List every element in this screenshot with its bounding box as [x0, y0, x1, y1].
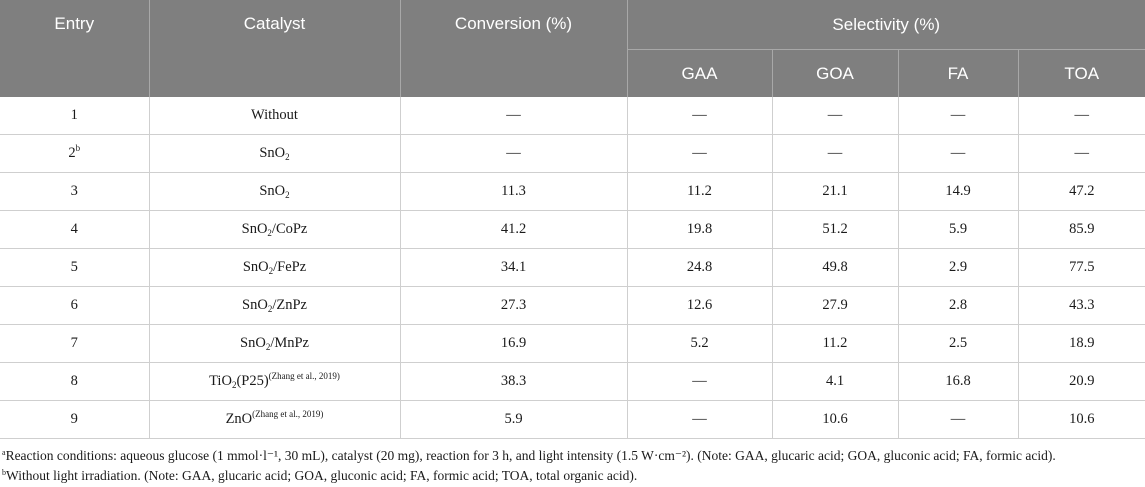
cell-toa: —: [1018, 135, 1145, 173]
table-row: [0, 401, 1145, 439]
table-row: [0, 249, 1145, 287]
cell-goa: 49.8: [772, 249, 898, 287]
entry-number: 1: [70, 107, 78, 123]
cell-toa: 77.5: [1018, 249, 1145, 287]
cell-toa: 18.9: [1018, 325, 1145, 363]
cell-conversion: 27.3: [400, 287, 627, 325]
cell-goa: —: [772, 97, 898, 135]
cell-gaa: —: [627, 363, 772, 401]
cell-fa: —: [898, 97, 1018, 135]
cell-goa: 27.9: [772, 287, 898, 325]
entry-footnote-mark: b: [75, 143, 81, 154]
cell-toa: 47.2: [1018, 173, 1145, 211]
cell-fa: 16.8: [898, 363, 1018, 401]
header-fa: FA: [898, 50, 1018, 98]
cell-toa: 10.6: [1018, 401, 1145, 439]
cell-gaa: —: [627, 135, 772, 173]
cell-gaa: —: [627, 401, 772, 439]
cell-fa: —: [898, 135, 1018, 173]
header-catalyst: Catalyst: [149, 0, 400, 97]
header-entry: Entry: [0, 0, 149, 97]
header-selectivity: Selectivity (%): [627, 0, 1145, 50]
header-gaa: GAA: [627, 50, 772, 98]
catalyst-subscript: 2: [267, 228, 272, 238]
header-goa: GOA: [772, 50, 898, 98]
catalyst-suffix: /MnPz: [270, 335, 309, 351]
catalyst-reference: (Zhang et al., 2019): [252, 409, 324, 419]
catalyst-suffix: /ZnPz: [272, 297, 307, 313]
cell-conversion: 38.3: [400, 363, 627, 401]
footnote-mark: b: [2, 468, 6, 477]
cell-gaa: 11.2: [627, 173, 772, 211]
cell-gaa: 24.8: [627, 249, 772, 287]
cell-conversion: 5.9: [400, 401, 627, 439]
cell-toa: 85.9: [1018, 211, 1145, 249]
entry-number: 8: [70, 373, 78, 389]
cell-gaa: 12.6: [627, 287, 772, 325]
table-footnotes: [2, 446, 1142, 486]
footnote-text: Without light irradiation. (Note: GAA, glucaric acid; GOA, gluconic acid; FA, formic acid; TOA, total organic acid).: [6, 468, 638, 483]
footnote-a: [2, 446, 1142, 466]
catalyst-subscript: 2: [285, 152, 290, 162]
cell-conversion: 11.3: [400, 173, 627, 211]
catalyst-suffix: /FePz: [273, 259, 307, 275]
cell-entry: [0, 401, 149, 439]
entry-number: 7: [70, 335, 78, 351]
catalyst-base: SnO: [259, 183, 286, 199]
cell-gaa: —: [627, 97, 772, 135]
cell-entry: [0, 173, 149, 211]
entry-number: 4: [70, 221, 78, 237]
catalyst-subscript: 2: [267, 304, 273, 314]
catalyst-reference: (Zhang et al., 2019): [268, 371, 340, 381]
cell-toa: 20.9: [1018, 363, 1145, 401]
cell-catalyst: [149, 173, 400, 211]
cell-conversion: —: [400, 97, 627, 135]
table-row: [0, 325, 1145, 363]
cell-catalyst: [149, 325, 400, 363]
catalyst-base: TiO: [209, 373, 232, 389]
footnote-mark: a: [2, 448, 6, 457]
cell-fa: 2.8: [898, 287, 1018, 325]
cell-catalyst: [149, 363, 400, 401]
catalyst-base: SnO: [241, 221, 268, 237]
catalyst-base: ZnO: [225, 411, 253, 427]
cell-conversion: 34.1: [400, 249, 627, 287]
table-header: [0, 0, 1145, 97]
catalyst-base: SnO: [242, 259, 269, 275]
cell-goa: —: [772, 135, 898, 173]
catalyst-base: SnO: [242, 297, 268, 313]
cell-toa: —: [1018, 97, 1145, 135]
cell-catalyst: [149, 287, 400, 325]
cell-entry: [0, 287, 149, 325]
catalyst-suffix: /CoPz: [271, 221, 308, 237]
cell-catalyst: [149, 249, 400, 287]
table-row: [0, 287, 1145, 325]
entry-number: 9: [70, 411, 78, 427]
footnote-text: Reaction conditions: aqueous glucose (1 mmol·l⁻¹, 30 mL), catalyst (20 mg), reaction for 3 h, and light intensity (1.5 W·cm⁻²). (Note: GAA, glucaric acid; GOA, gluconic acid; FA, formic acid).: [5, 448, 1056, 463]
cell-goa: 51.2: [772, 211, 898, 249]
cell-fa: 5.9: [898, 211, 1018, 249]
cell-entry: [0, 249, 149, 287]
catalyst-suffix: (P25): [236, 373, 269, 389]
entry-number: 3: [70, 183, 78, 199]
table-body: [0, 97, 1145, 439]
cell-gaa: 19.8: [627, 211, 772, 249]
cell-gaa: 5.2: [627, 325, 772, 363]
table-row: [0, 135, 1145, 173]
cell-conversion: —: [400, 135, 627, 173]
catalyst-subscript: 2: [231, 380, 237, 390]
cell-catalyst: [149, 401, 400, 439]
catalyst-subscript: 2: [285, 190, 290, 200]
cell-entry: [0, 97, 149, 135]
cell-conversion: 16.9: [400, 325, 627, 363]
catalyst-base: SnO: [259, 145, 286, 161]
catalyst-subscript: 2: [268, 266, 274, 276]
table-row: [0, 173, 1145, 211]
catalyst-base: Without: [251, 107, 298, 123]
header-conversion: Conversion (%): [400, 0, 627, 97]
entry-number: 6: [70, 297, 78, 313]
entry-number: 2: [68, 145, 76, 161]
catalyst-subscript: 2: [265, 342, 271, 352]
cell-goa: 4.1: [772, 363, 898, 401]
cell-catalyst: [149, 211, 400, 249]
cell-goa: 10.6: [772, 401, 898, 439]
catalyst-base: SnO: [240, 335, 266, 351]
table-row: [0, 211, 1145, 249]
table-row: [0, 97, 1145, 135]
cell-entry: [0, 211, 149, 249]
cell-fa: —: [898, 401, 1018, 439]
cell-goa: 11.2: [772, 325, 898, 363]
header-toa: TOA: [1018, 50, 1145, 98]
cell-catalyst: [149, 97, 400, 135]
footnote-b: [2, 466, 1142, 486]
table-row: [0, 363, 1145, 401]
entry-number: 5: [70, 259, 78, 275]
cell-goa: 21.1: [772, 173, 898, 211]
cell-toa: 43.3: [1018, 287, 1145, 325]
cell-fa: 14.9: [898, 173, 1018, 211]
cell-entry: [0, 363, 149, 401]
cell-fa: 2.5: [898, 325, 1018, 363]
cell-entry: [0, 325, 149, 363]
cell-conversion: 41.2: [400, 211, 627, 249]
cell-catalyst: [149, 135, 400, 173]
cell-fa: 2.9: [898, 249, 1018, 287]
cell-entry: [0, 135, 149, 173]
